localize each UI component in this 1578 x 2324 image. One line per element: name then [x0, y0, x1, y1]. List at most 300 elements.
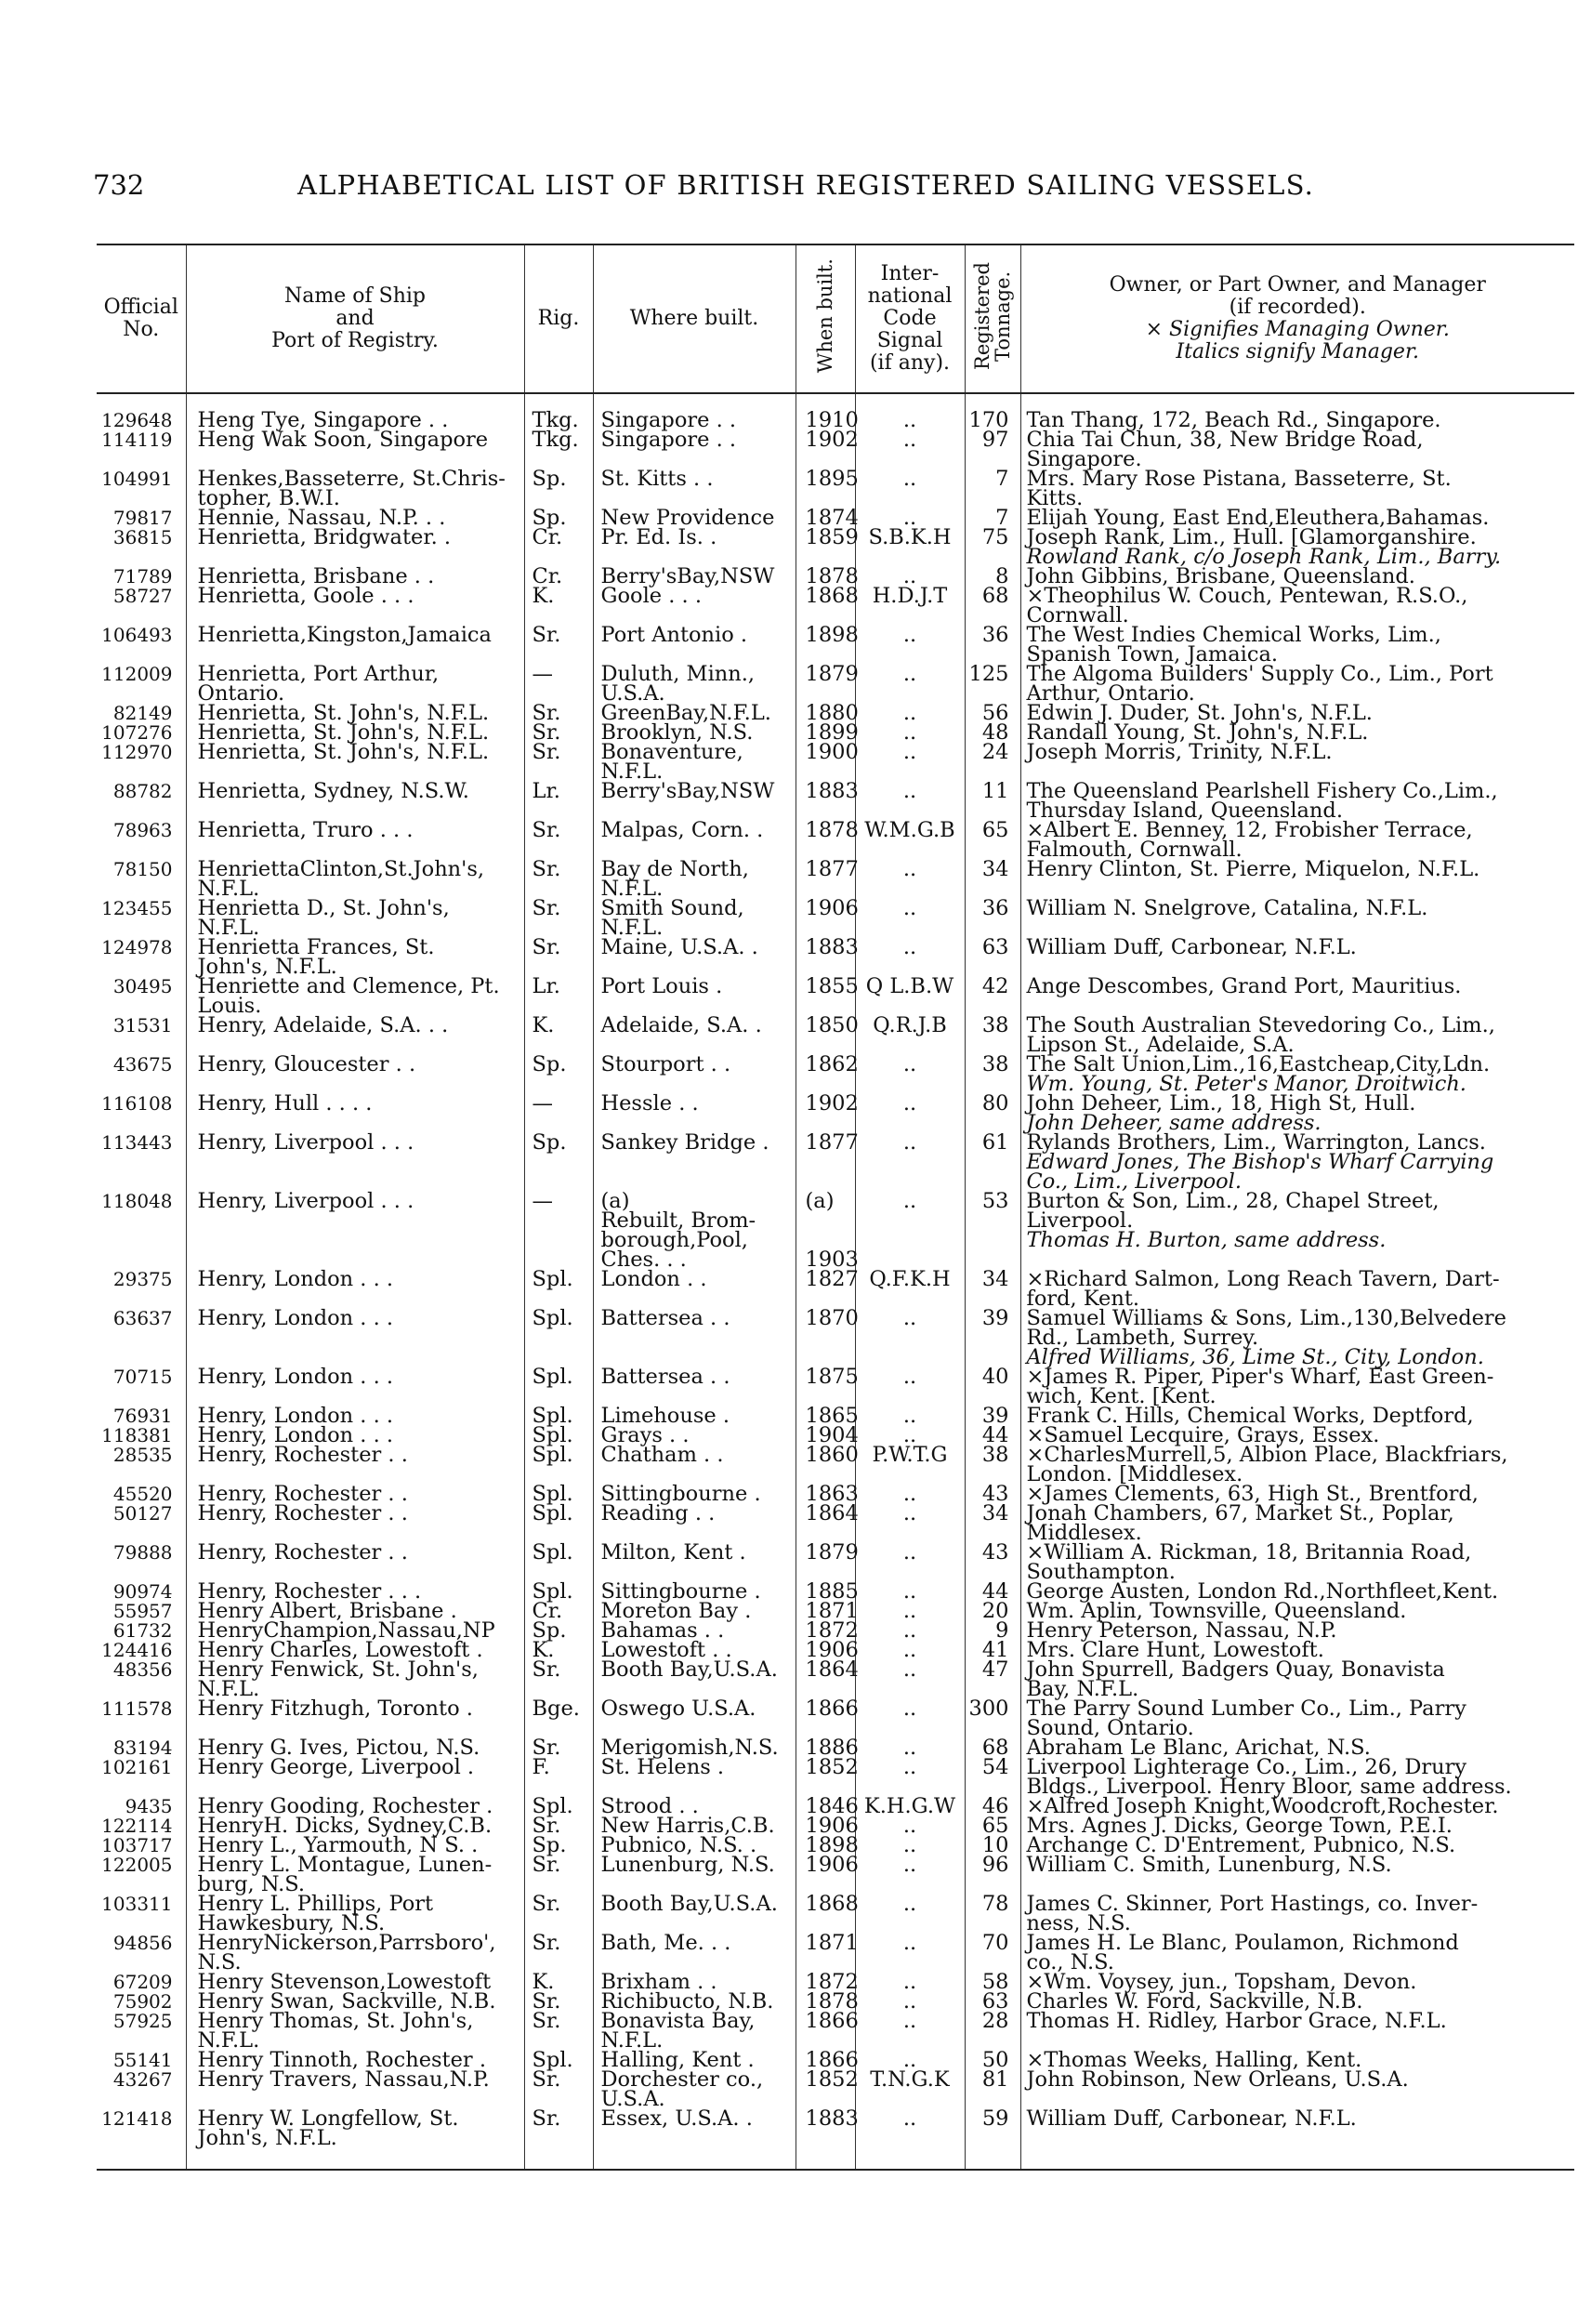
- year-built: 1883: [805, 779, 859, 803]
- rig: Sr.: [532, 857, 561, 881]
- code-signal: ..: [902, 1833, 917, 1857]
- header-code-signal: Inter- national Code Signal (if any).: [855, 244, 965, 393]
- tonnage-cell: [965, 1267, 1020, 1309]
- code-signal: ..: [902, 1814, 917, 1838]
- official-no-cell: [97, 1641, 186, 1660]
- rig: Spl.: [532, 1579, 573, 1604]
- official-no: 121418: [101, 2107, 173, 2130]
- owner-header-line: Italics signify Manager.: [1176, 340, 1420, 363]
- official-no: 70715: [112, 1366, 173, 1388]
- ship-name: Henry W. Longfellow, St. John's, N.F.L.: [197, 2106, 459, 2150]
- owner-cell: [1020, 623, 1574, 667]
- owner-cell: [1020, 857, 1574, 899]
- year-built: 1883: [805, 2106, 859, 2131]
- owner: The Algoma Builders' Supply Co., Lim., Port Arthur, Ontario.: [1026, 662, 1493, 706]
- official-no: 31531: [112, 1014, 173, 1037]
- ship-name-cell: [186, 1540, 524, 1582]
- code-signal: ..: [902, 1618, 917, 1643]
- official-no: 30495: [112, 975, 173, 997]
- code-signal: ..: [902, 623, 917, 647]
- year-built: 1906: [805, 1853, 859, 1877]
- owner: George Austen, London Rd.,Northfleet,Kent.: [1026, 1579, 1499, 1604]
- tonnage: 34: [981, 1501, 1009, 1525]
- owner: Abraham Le Blanc, Arichat, N.S.: [1026, 1736, 1371, 1760]
- where-built-cell: [593, 1443, 796, 1485]
- tonnage-cell: [965, 430, 1020, 469]
- year-built-cell: [796, 857, 859, 899]
- tonnage-cell: [965, 857, 1020, 899]
- where-built-cell: [593, 818, 796, 860]
- owner-header-line: Owner, or Part Owner, and Manager: [1109, 273, 1486, 297]
- year-built: 1864: [805, 1657, 859, 1682]
- rig-cell: [524, 1091, 593, 1133]
- year-built-cell: [796, 1091, 859, 1133]
- where-built: Smith Sound, N.F.L.: [600, 896, 744, 940]
- where-built: Sittingbourne .: [600, 1579, 761, 1604]
- rig: K.: [532, 1970, 555, 1994]
- owner: ×Alfred Joseph Knight,Woodcroft,Rochester.: [1026, 1794, 1499, 1818]
- tonnage-cell: [965, 1501, 1020, 1543]
- ship-name: Henry Thomas, St. John's, N.F.L.: [197, 2009, 474, 2053]
- official-no-cell: [97, 1582, 186, 1602]
- official-no: 79817: [112, 507, 173, 529]
- where-built-cell: [593, 1091, 796, 1133]
- ship-name: Henrietta, St. John's, N.F.L.: [197, 740, 490, 764]
- where-built-cell: [593, 1306, 796, 1367]
- official-no-cell: [97, 743, 186, 782]
- ship-name: Henrietta, Brisbane . .: [197, 564, 435, 588]
- where-built-cell: [593, 1892, 796, 1934]
- code-signal-cell: [855, 857, 965, 899]
- table-row: [97, 899, 1574, 938]
- year-built: 1885: [805, 1579, 859, 1604]
- year-built-cell: [796, 1189, 859, 1272]
- year-built: 1880: [805, 701, 859, 725]
- tonnage: 7: [995, 467, 1009, 491]
- year-built-cell: [796, 1052, 859, 1094]
- owner: Liverpool Lighterage Co., Lim., 26, Drury Bldgs., Liverpool. Henry Bloor, same address.: [1026, 1755, 1512, 1799]
- tonnage-cell: [965, 818, 1020, 860]
- year-built: 1883: [805, 935, 859, 959]
- official-no: 43675: [112, 1053, 173, 1076]
- code-signal: ..: [902, 1736, 917, 1760]
- code-signal: Q.R.J.B: [873, 1013, 947, 1037]
- where-built-cell: [593, 1367, 796, 1406]
- year-built: 1863: [805, 1482, 859, 1506]
- rig: Sp.: [532, 467, 567, 491]
- where-built: Grays . .: [600, 1423, 690, 1447]
- code-signal: ..: [902, 1482, 917, 1506]
- where-built: Pr. Ed. Is. .: [600, 525, 717, 549]
- tonnage-cell: [965, 1657, 1020, 1699]
- ship-name: Henry G. Ives, Pictou, N.S.: [197, 1736, 480, 1760]
- ship-name-cell: [186, 857, 524, 901]
- table-row: [97, 1309, 1574, 1367]
- tonnage: 80: [981, 1091, 1009, 1116]
- rig-cell: [524, 1892, 593, 1934]
- rig-cell: [524, 1755, 593, 1797]
- year-built: 1878: [805, 564, 859, 588]
- tonnage: 9: [995, 1618, 1009, 1643]
- year-built: 1868: [805, 1892, 859, 1916]
- year-built: 1875: [805, 1365, 859, 1389]
- code-signal-cell: [855, 1855, 965, 1895]
- tonnage-cell: [965, 1013, 1020, 1055]
- where-built-cell: [593, 623, 796, 665]
- where-built-cell: [593, 2106, 796, 2170]
- owner-cell: [1020, 740, 1574, 782]
- code-signal: ..: [902, 740, 917, 764]
- official-no: 82149: [112, 702, 173, 724]
- table-row: [97, 1133, 1574, 1192]
- where-built: New Harris,C.B.: [600, 1814, 775, 1838]
- where-built: Chatham . .: [600, 1443, 724, 1467]
- official-no-cell: [97, 1094, 186, 1133]
- owner-cell: [1020, 896, 1574, 938]
- rig: Sr.: [532, 1931, 561, 1955]
- where-built-cell: [593, 2067, 796, 2111]
- year-built: 1868: [805, 584, 859, 608]
- year-built: 1902: [805, 428, 859, 452]
- official-no-cell: [97, 1836, 186, 1855]
- rig: Spl.: [532, 1501, 573, 1525]
- year-built: 1850: [805, 1013, 859, 1037]
- table-row: [97, 1192, 1574, 1270]
- official-no-cell: [97, 1895, 186, 1934]
- year-built-cell: [796, 1443, 859, 1485]
- where-built: Bay de North, N.F.L.: [600, 857, 749, 901]
- where-built: Brixham . .: [600, 1970, 717, 1994]
- owner-cell: [1020, 1267, 1574, 1311]
- code-signal: ..: [902, 1853, 917, 1877]
- header-owner: [1020, 244, 1574, 393]
- owner: Frank C. Hills, Chemical Works, Deptford,: [1026, 1404, 1474, 1428]
- rig: F.: [532, 1755, 550, 1779]
- code-signal-cell: [855, 1443, 965, 1485]
- tonnage-cell: [965, 623, 1020, 665]
- code-signal: ..: [902, 1638, 917, 1662]
- owner: ×Richard Salmon, Long Reach Tavern, Dart- ford, Kent.: [1026, 1267, 1500, 1311]
- where-built: Hessle . .: [600, 1091, 699, 1116]
- ship-name: Henriette and Clemence, Pt. Louis.: [197, 974, 500, 1018]
- tonnage: 34: [981, 1267, 1009, 1291]
- where-built: St. Kitts . .: [600, 467, 714, 491]
- official-no-cell: [97, 1973, 186, 1992]
- rig-cell: [524, 935, 593, 977]
- official-no-cell: [97, 2109, 186, 2170]
- code-signal-cell: [855, 1755, 965, 1797]
- owner: Rylands Brothers, Lim., Warrington, Lancs.: [1026, 1130, 1486, 1155]
- year-built-cell: [796, 1365, 859, 1406]
- tonnage-cell: [965, 1306, 1020, 1367]
- rig: Spl.: [532, 1794, 573, 1818]
- code-signal: ..: [902, 1501, 917, 1525]
- tonnage-cell: [965, 1443, 1020, 1485]
- rig: Sr.: [532, 818, 561, 842]
- manager: John Deheer, same address.: [1026, 1111, 1322, 1135]
- official-no-cell: [97, 528, 186, 567]
- owner: John Robinson, New Orleans, U.S.A.: [1026, 2067, 1409, 2092]
- official-no-cell: [97, 1016, 186, 1055]
- owner: William N. Snelgrove, Catalina, N.F.L.: [1026, 896, 1428, 920]
- header-tonnage: Registered Tonnage.: [965, 244, 1020, 393]
- ship-name: Henry, Adelaide, S.A. . .: [197, 1013, 449, 1037]
- tonnage: 59: [981, 2106, 1009, 2131]
- table-row: [97, 393, 1574, 430]
- tonnage: 58: [981, 1970, 1009, 1994]
- tonnage: 68: [981, 1736, 1009, 1760]
- ship-name-cell: [186, 1443, 524, 1485]
- where-built: Richibucto, N.B.: [600, 1989, 774, 2014]
- tonnage: 36: [981, 623, 1009, 647]
- owner-cell: [1020, 1931, 1574, 1974]
- rig-cell: [524, 1931, 593, 1973]
- ship-name-cell: [186, 1657, 524, 1701]
- official-no-cell: [97, 1699, 186, 1738]
- where-built-cell: [593, 1501, 796, 1543]
- rig: Sp.: [532, 1130, 567, 1155]
- owner: Tan Thang, 172, Beach Rd., Singapore.: [1026, 408, 1441, 432]
- tonnage: 97: [981, 428, 1009, 452]
- rig: K.: [532, 1013, 555, 1037]
- official-no: 57925: [112, 2010, 173, 2032]
- rig: Tkg.: [532, 428, 579, 452]
- where-built: Bahamas . .: [600, 1618, 725, 1643]
- code-signal: ..: [902, 1404, 917, 1428]
- where-built-cell: [593, 584, 796, 626]
- official-no: 36815: [112, 526, 173, 548]
- owner: Mrs. Clare Hunt, Lowestoft.: [1026, 1638, 1324, 1662]
- rig: Sr.: [532, 1657, 561, 1682]
- ship-name-cell: [186, 935, 524, 979]
- where-built-cell: [593, 1931, 796, 1973]
- official-no-cell: [97, 1797, 186, 1816]
- tonnage: 65: [981, 818, 1009, 842]
- table-row: [97, 1367, 1574, 1406]
- official-no: 67209: [112, 1971, 173, 1993]
- ship-name-cell: [186, 1892, 524, 1935]
- year-built-cell: [796, 525, 859, 567]
- owner-cell: [1020, 1189, 1574, 1270]
- rig-cell: [524, 974, 593, 1016]
- code-signal-cell: [855, 935, 965, 977]
- tonnage-cell: [965, 779, 1020, 821]
- tonnage: 75: [981, 525, 1009, 549]
- header-when-built: When built.: [796, 244, 855, 393]
- table-row: [97, 2012, 1574, 2051]
- owner: Henry Clinton, St. Pierre, Miquelon, N.F.L.: [1026, 857, 1480, 881]
- owner-header-line: × Signifies Managing Owner.: [1145, 318, 1450, 341]
- official-no-cell: [97, 587, 186, 626]
- code-signal-cell: [855, 818, 965, 860]
- tonnage: 44: [981, 1579, 1009, 1604]
- rig-cell: [524, 1855, 593, 1895]
- code-signal: ..: [902, 720, 917, 745]
- table-row: [97, 1446, 1574, 1485]
- code-signal-cell: [855, 1189, 965, 1270]
- official-no-cell: [97, 704, 186, 723]
- rig-cell: [524, 662, 593, 704]
- rig: Sr.: [532, 935, 561, 959]
- owner: Joseph Rank, Lim., Hull. [Glamorganshire.: [1026, 525, 1477, 549]
- code-signal-cell: [855, 1267, 965, 1309]
- table-row: [97, 1855, 1574, 1895]
- rig: —: [532, 662, 553, 686]
- code-signal: ..: [902, 1892, 917, 1916]
- code-signal: Q L.B.W: [865, 974, 954, 998]
- code-signal: S.B.K.H: [868, 525, 952, 549]
- tonnage: 300: [968, 1697, 1009, 1721]
- tonnage: 41: [981, 1638, 1009, 1662]
- ship-name-cell: [186, 2067, 524, 2109]
- official-no-cell: [97, 1934, 186, 1973]
- year-built: 1871: [805, 1599, 859, 1623]
- table-row: [97, 665, 1574, 704]
- owner: Archange C. D'Entrement, Pubnico, N.S.: [1026, 1833, 1456, 1857]
- year-built: 1878: [805, 818, 859, 842]
- ship-name: Henry Fitzhugh, Toronto .: [197, 1697, 473, 1721]
- table-row: [97, 860, 1574, 899]
- year-built: 1866: [805, 2009, 859, 2033]
- owner-cell: [1020, 430, 1574, 469]
- official-no: 102161: [101, 1756, 173, 1778]
- tonnage: 43: [981, 1482, 1009, 1506]
- official-no: 79888: [112, 1541, 173, 1564]
- code-signal: P.W.T.G: [872, 1443, 948, 1467]
- owner: James H. Le Blanc, Poulamon, Richmond co., N.S.: [1026, 1931, 1459, 1974]
- ship-name-cell: [186, 393, 524, 430]
- code-signal-cell: [855, 430, 965, 469]
- tonnage-cell: [965, 1367, 1020, 1406]
- official-no-cell: [97, 1406, 186, 1426]
- rig: Sr.: [532, 2009, 561, 2033]
- year-built: 1872: [805, 1970, 859, 1994]
- official-no: 122005: [101, 1854, 173, 1876]
- ship-name-cell: [186, 1306, 524, 1367]
- code-signal-cell: [855, 1052, 965, 1094]
- where-built: Adelaide, S.A. .: [600, 1013, 762, 1037]
- owner: William C. Smith, Lunenburg, N.S.: [1026, 1853, 1392, 1877]
- year-built: 1870: [805, 1306, 859, 1330]
- code-signal: ..: [902, 2106, 917, 2131]
- tonnage: 42: [981, 974, 1009, 998]
- tonnage-cell: [965, 1892, 1020, 1934]
- official-no: 107276: [101, 721, 173, 744]
- ship-name: Henry L. Phillips, Port Hawkesbury, N.S.: [197, 1892, 434, 1935]
- rig-cell: [524, 818, 593, 860]
- owner-cell: [1020, 1130, 1574, 1194]
- code-signal-cell: [855, 584, 965, 626]
- rig: Spl.: [532, 1482, 573, 1506]
- ship-name: Henry Tinnoth, Rochester .: [197, 2048, 486, 2072]
- tonnage-cell: [965, 1540, 1020, 1582]
- rig: Cr.: [532, 564, 563, 588]
- where-built-cell: [593, 393, 796, 430]
- owner-cell: [1020, 1052, 1574, 1096]
- official-no: 9435: [125, 1795, 173, 1817]
- official-no-cell: [97, 508, 186, 528]
- owner: Mrs. Mary Rose Pistana, Basseterre, St. Kitts.: [1026, 467, 1452, 510]
- rig: Sr.: [532, 701, 561, 725]
- year-built: 1906: [805, 1638, 859, 1662]
- official-no-cell: [97, 977, 186, 1016]
- owner: Jonah Chambers, 67, Market St., Poplar, Middlesex.: [1026, 1501, 1454, 1545]
- where-built: Duluth, Minn., U.S.A.: [600, 662, 756, 706]
- year-built: 1898: [805, 623, 859, 647]
- official-no-cell: [97, 665, 186, 704]
- where-built: (a) Rebuilt, Brom- borough,Pool, Ches. . .: [600, 1189, 756, 1272]
- tonnage: 78: [981, 1892, 1009, 1916]
- table-row: [97, 1660, 1574, 1699]
- year-built: 1852: [805, 2067, 859, 2092]
- official-no-cell: [97, 1992, 186, 2012]
- owner-cell: [1020, 1855, 1574, 1895]
- tonnage: 11: [981, 779, 1009, 803]
- owner: Thomas H. Ridley, Harbor Grace, N.F.L.: [1026, 2009, 1447, 2033]
- year-built-cell: [796, 779, 859, 821]
- year-built: 1877: [805, 857, 859, 881]
- ship-name-cell: [186, 2106, 524, 2170]
- owner: John Deheer, Lim., 18, High St, Hull.: [1026, 1091, 1416, 1116]
- owner: Henry Peterson, Nassau, N.P.: [1026, 1618, 1337, 1643]
- owner: The Queensland Pearlshell Fishery Co.,Lim., Thursday Island, Queensland.: [1026, 779, 1498, 823]
- table-header: [97, 244, 1574, 393]
- ship-name: Henry, Liverpool . . .: [197, 1130, 414, 1155]
- vessel-table: [97, 244, 1574, 2171]
- code-signal: ..: [902, 408, 917, 432]
- code-signal: ..: [902, 1599, 917, 1623]
- tonnage-cell: [965, 584, 1020, 626]
- ship-name: Hennie, Nassau, N.P. . .: [197, 506, 446, 530]
- year-built-cell: [796, 740, 859, 782]
- official-no: 83194: [112, 1736, 173, 1759]
- year-built-cell: [796, 1013, 859, 1055]
- code-signal: T.N.G.K: [870, 2067, 950, 2092]
- rig: Sr.: [532, 2067, 561, 2092]
- where-built: Malpas, Corn. .: [600, 818, 764, 842]
- where-built: Limehouse .: [600, 1404, 730, 1428]
- year-built: 1879: [805, 662, 859, 686]
- year-built-cell: [796, 896, 859, 938]
- tonnage-cell: [965, 1599, 1020, 1623]
- where-built-cell: [593, 2009, 796, 2053]
- where-built: Milton, Kent .: [600, 1540, 746, 1565]
- tonnage-cell: [965, 1091, 1020, 1133]
- official-no: 29375: [112, 1268, 173, 1290]
- rig-cell: [524, 1052, 593, 1094]
- code-signal-cell: [855, 623, 965, 665]
- official-no-cell: [97, 723, 186, 743]
- year-built-cell: [796, 818, 859, 860]
- code-signal-cell: [855, 1367, 965, 1406]
- code-signal: ..: [902, 2009, 917, 2033]
- where-built: Dorchester co., U.S.A.: [600, 2067, 764, 2111]
- owner: John Gibbins, Brisbane, Queensland.: [1026, 564, 1415, 588]
- year-built: 1859: [805, 525, 859, 549]
- rig: Cr.: [532, 525, 563, 549]
- year-built: 1899: [805, 720, 859, 745]
- year-built-cell: [796, 1657, 859, 1699]
- rig-cell: [524, 1540, 593, 1582]
- official-no: 103311: [101, 1893, 173, 1915]
- owner: Edwin J. Duder, St. John's, N.F.L.: [1026, 701, 1373, 725]
- official-no-cell: [97, 1055, 186, 1094]
- code-signal-cell: [855, 1501, 965, 1543]
- tonnage: 125: [968, 662, 1009, 686]
- rig-cell: [524, 1013, 593, 1055]
- table-row: [97, 528, 1574, 567]
- table-row: [97, 821, 1574, 860]
